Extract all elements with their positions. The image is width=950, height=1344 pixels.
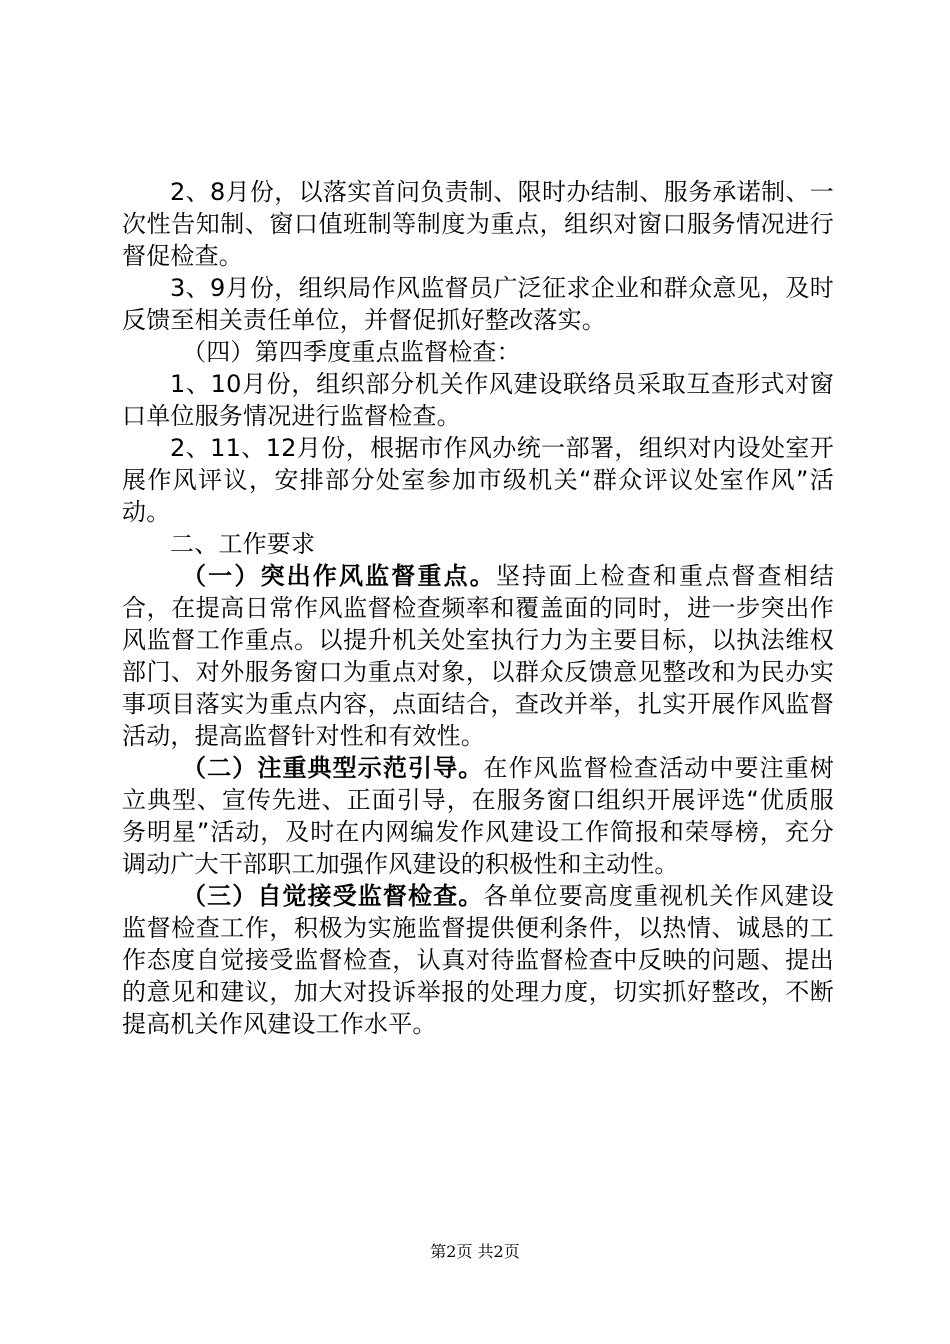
page-footer: 第2页 共2页 [430, 1242, 520, 1261]
paragraph-october: 1、10月份，组织部分机关作风建设联络员采取互查形式对窗口单位服务情况进行监督检查。 [122, 370, 834, 430]
heading-fourth-quarter: （四）第四季度重点监督检查： [182, 338, 521, 366]
requirement-3-text: 各单位要高度重视机关作风建设监督检查工作，积极为实施监督提供便利条件，以热情、诚恳的工作态度自觉接受监督检查，认真对待监督检查中反映的问题、提出的意见和建议，加大对投诉举报的处理力度，切实抓好整改，不断提高机关作风建设工作水平。 [122, 882, 834, 1038]
requirement-1-lead: （一）突出作风监督重点。 [182, 562, 496, 590]
requirement-2-lead: （二）注重典型示范引导。 [182, 754, 484, 782]
paragraph-september: 3、9月份，组织局作风监督员广泛征求企业和群众意见，及时反馈至相关责任单位，并督促抓好整改落实。 [122, 274, 834, 334]
paragraph-requirement-1 [122, 560, 834, 752]
requirement-1-text: 坚持面上检查和重点督查相结合，在提高日常作风监督检查频率和覆盖面的同时，进一步突出作风监督工作重点。以提升机关处室执行力为主要目标，以执法维权部门、对外服务窗口为重点对象，以群众反馈意见整改和为民办实事项目落实为重点内容，点面结合，查改并举，扎实开展作风监督活动，提高监督针对性和有效性。 [122, 562, 834, 750]
paragraph-requirement-2 [122, 752, 834, 880]
section-heading-requirements: 二、工作要求 [170, 530, 316, 558]
requirement-3-lead: （三）自觉接受监督检查。 [182, 882, 484, 910]
document-body [122, 176, 834, 1040]
paragraph-november-december: 2、11、12月份，根据市作风办统一部署，组织对内设处室开展作风评议，安排部分处室参加市级机关“群众评议处室作风”活动。 [122, 434, 834, 526]
requirement-2-text: 在作风监督检查活动中要注重树立典型、宣传先进、正面引导，在服务窗口组织开展评选“优质服务明星”活动，及时在内网编发作风建设工作简报和荣辱榜，充分调动广大干部职工加强作风建设的积极性和主动性。 [122, 754, 834, 878]
paragraph-august: 2、8月份，以落实首问负责制、限时办结制、服务承诺制、一次性告知制、窗口值班制等制度为重点，组织对窗口服务情况进行督促检查。 [122, 178, 834, 270]
paragraph-requirement-3 [122, 880, 834, 1040]
